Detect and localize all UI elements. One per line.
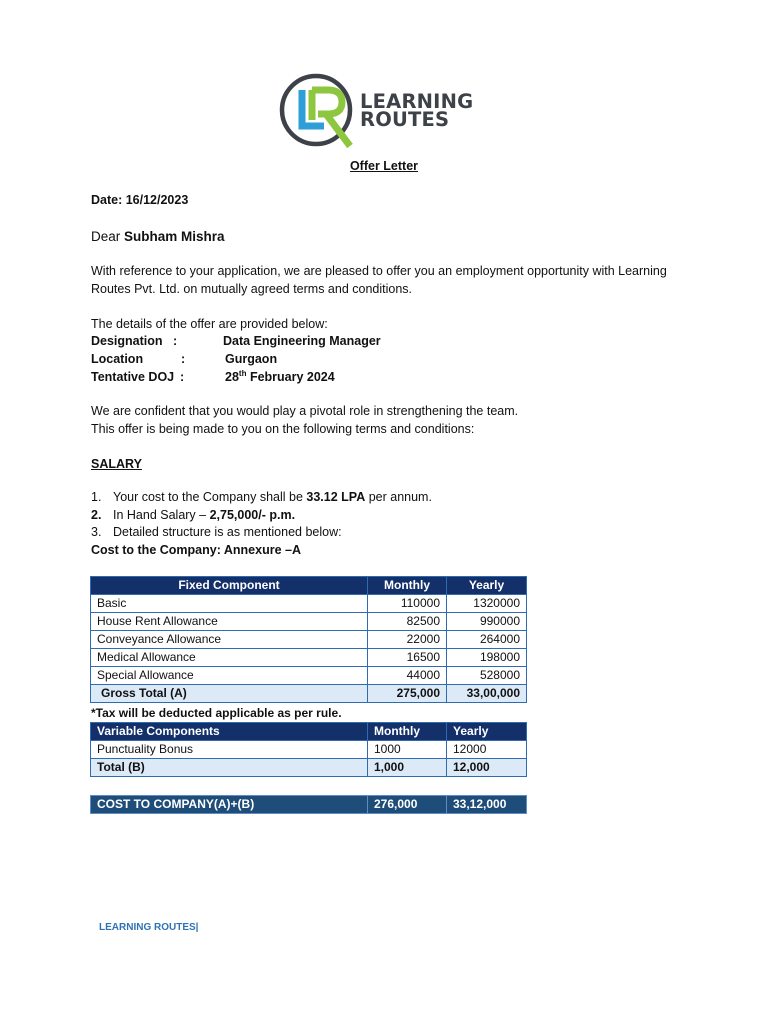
salary-point-number: 2. — [91, 508, 102, 522]
salary-point-text: In Hand Salary – — [113, 508, 210, 522]
table-cell: 990000 — [447, 613, 527, 631]
table-cell: Punctuality Bonus — [91, 741, 368, 759]
details-intro: The details of the offer are provided below: — [91, 317, 328, 331]
logo-word-routes: ROUTES — [360, 108, 450, 131]
annexure-heading: Cost to the Company: Annexure –A — [91, 543, 301, 557]
variable-component-table — [90, 722, 527, 777]
column-header: Variable Components — [91, 723, 368, 741]
table-cell: House Rent Allowance — [91, 613, 368, 631]
table-row — [91, 595, 527, 613]
company-logo — [278, 68, 493, 152]
table-cell: 276,000 — [368, 796, 447, 814]
greeting — [91, 228, 225, 245]
salary-point-text: Detailed structure is as mentioned below: — [113, 525, 342, 539]
table-cell: 198000 — [447, 649, 527, 667]
column-header: Yearly — [447, 577, 527, 595]
table-row — [91, 667, 527, 685]
table-header-row — [91, 723, 527, 741]
tax-note: *Tax will be deducted applicable as per rule. — [91, 706, 342, 720]
greeting-prefix: Dear — [91, 229, 125, 244]
column-header: Monthly — [368, 723, 447, 741]
gross-total-row — [91, 685, 527, 703]
table-cell: 44000 — [368, 667, 447, 685]
detail-value-location: Gurgaon — [225, 352, 278, 366]
footer-company-name: LEARNING ROUTES| — [99, 922, 199, 933]
ctc-row — [91, 796, 527, 814]
table-cell: Basic — [91, 595, 368, 613]
table-cell: 1000 — [368, 741, 447, 759]
table-cell: 1320000 — [447, 595, 527, 613]
salary-point-text: Your cost to the Company shall be — [113, 490, 307, 504]
table-cell: Special Allowance — [91, 667, 368, 685]
column-header: Monthly — [368, 577, 447, 595]
column-header: Fixed Component — [91, 577, 368, 595]
table-cell: 33,00,000 — [447, 685, 527, 703]
table-row — [91, 613, 527, 631]
page-title: Offer Letter — [349, 159, 419, 173]
detail-colon: : — [173, 334, 178, 348]
salary-heading: SALARY — [91, 457, 142, 471]
salary-point — [91, 507, 295, 524]
table-cell: Conveyance Allowance — [91, 631, 368, 649]
salary-point-number: 1. — [91, 490, 102, 504]
table-row — [91, 741, 527, 759]
table-cell: Medical Allowance — [91, 649, 368, 667]
detail-value-designation: Data Engineering Manager — [223, 334, 381, 348]
ctc-table — [90, 795, 527, 814]
salary-point-bold: 2,75,000/- p.m. — [209, 508, 296, 522]
candidate-name: Subham Mishra — [124, 229, 225, 244]
table-cell: 275,000 — [368, 685, 447, 703]
logo-word-learning: LEARNING — [360, 90, 474, 113]
intro-line-1: With reference to your application, we are pleased to offer you an employment opportunity with Learning — [91, 264, 667, 278]
confidence-line-2: This offer is being made to you on the following terms and conditions: — [91, 422, 475, 436]
salary-point-number: 3. — [91, 525, 102, 539]
table-cell: 22000 — [368, 631, 447, 649]
table-row — [91, 649, 527, 667]
table-cell: Gross Total (A) — [91, 685, 368, 703]
table-cell: 1,000 — [368, 759, 447, 777]
table-cell: 16500 — [368, 649, 447, 667]
intro-line-2: Routes Pvt. Ltd. on mutually agreed terms and conditions. — [91, 282, 413, 296]
lr-logo-mark-icon — [278, 68, 358, 152]
fixed-component-table — [90, 576, 527, 703]
table-row — [91, 631, 527, 649]
table-cell: 264000 — [447, 631, 527, 649]
detail-colon: : — [181, 352, 186, 366]
salary-point-text: per annum. — [365, 490, 432, 504]
doj-day: 28 — [225, 370, 239, 384]
detail-value-doj — [225, 369, 335, 386]
table-cell: 12000 — [447, 741, 527, 759]
detail-label-designation: Designation — [91, 334, 163, 348]
table-cell: 33,12,000 — [447, 796, 527, 814]
table-cell: 12,000 — [447, 759, 527, 777]
doj-suffix: th — [238, 368, 247, 378]
column-header: Yearly — [447, 723, 527, 741]
variable-total-row — [91, 759, 527, 777]
table-cell: Total (B) — [91, 759, 368, 777]
salary-point — [91, 489, 432, 506]
confidence-line-1: We are confident that you would play a pivotal role in strengthening the team. — [91, 404, 519, 418]
table-cell: 528000 — [447, 667, 527, 685]
detail-label-doj: Tentative DOJ — [91, 370, 175, 384]
detail-colon: : — [180, 370, 185, 384]
table-cell: COST TO COMPANY(A)+(B) — [91, 796, 368, 814]
detail-label-location: Location — [91, 352, 144, 366]
table-header-row — [91, 577, 527, 595]
doj-month-year: February 2024 — [246, 370, 335, 384]
salary-point-bold: 33.12 LPA — [306, 490, 366, 504]
offer-date: Date: 16/12/2023 — [91, 193, 189, 207]
table-cell: 82500 — [368, 613, 447, 631]
salary-point — [91, 524, 342, 541]
table-cell: 110000 — [368, 595, 447, 613]
